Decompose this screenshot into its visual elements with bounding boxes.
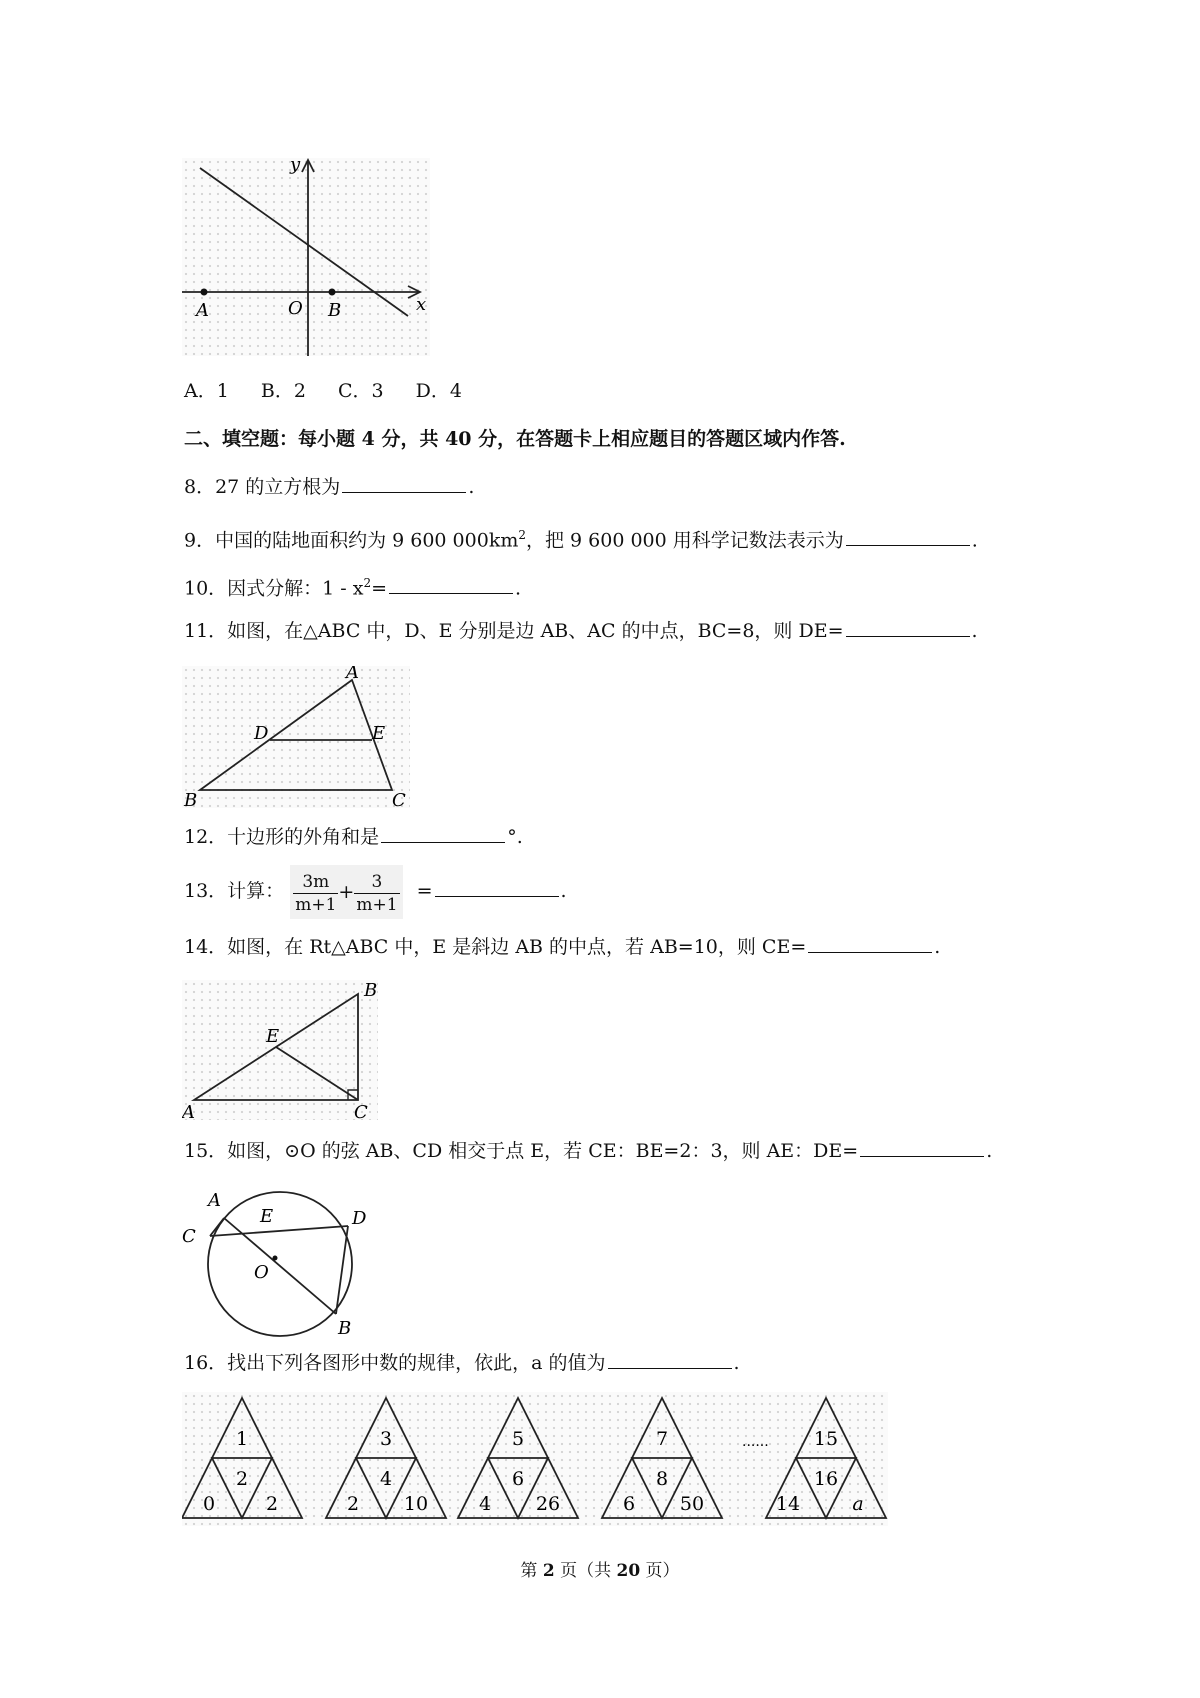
segment-ac bbox=[210, 1218, 224, 1236]
q11-text: 11．如图，在△ABC 中，D、E 分别是边 AB、AC 的中点，BC=8，则 DE= bbox=[184, 620, 844, 642]
triangle-3 bbox=[458, 1398, 578, 1518]
q16-figure-svg bbox=[182, 1392, 888, 1526]
label-c: C bbox=[354, 1102, 368, 1120]
q12-post: °. bbox=[507, 826, 523, 848]
triangle-1-right: 2 bbox=[265, 1493, 279, 1515]
plus-sign: + bbox=[338, 881, 355, 903]
q12 bbox=[184, 824, 523, 850]
q15-blank bbox=[860, 1138, 984, 1157]
choice-b: B．2 bbox=[260, 380, 306, 402]
q8-blank bbox=[342, 474, 466, 493]
q9 bbox=[184, 522, 978, 553]
q15-post: . bbox=[986, 1140, 993, 1162]
q12-text: 12．十边形的外角和是 bbox=[184, 826, 380, 848]
q13-text: 13．计算： bbox=[184, 880, 285, 902]
label-b: B bbox=[184, 790, 198, 808]
choice-a: A．1 bbox=[184, 380, 229, 402]
triangle-5-left: 14 bbox=[775, 1493, 801, 1515]
triangle-3-top: 5 bbox=[511, 1428, 525, 1450]
triangle-2-right: 10 bbox=[403, 1493, 429, 1515]
q7-figure bbox=[182, 158, 430, 356]
footer-total-pages: 20 bbox=[616, 1561, 641, 1581]
q14-post: . bbox=[934, 936, 941, 958]
triangle-3-mid: 6 bbox=[511, 1468, 525, 1490]
triangle-5-right: a bbox=[852, 1493, 864, 1515]
q16-figure bbox=[182, 1392, 888, 1526]
chord-cd bbox=[210, 1226, 348, 1236]
label-a: A bbox=[182, 1102, 195, 1120]
q15-text: 15．如图，⊙O 的弦 AB、CD 相交于点 E，若 CE：BE=2：3，则 AE：DE= bbox=[184, 1140, 859, 1162]
q16-post: . bbox=[733, 1352, 740, 1374]
q11-figure-svg bbox=[182, 666, 410, 808]
section2-heading: 二、填空题：每小题 4 分，共 40 分，在答题卡上相应题目的答题区域内作答. bbox=[184, 428, 846, 450]
q16-text: 16．找出下列各图形中数的规律，依此，a 的值为 bbox=[184, 1352, 606, 1374]
q11-blank bbox=[846, 618, 970, 637]
q14-text: 14．如图，在 Rt△ABC 中，E 是斜边 AB 的中点，若 AB=10，则 CE= bbox=[184, 936, 807, 958]
triangle-4 bbox=[602, 1398, 722, 1518]
q9-sup: 2 bbox=[518, 528, 526, 542]
footer-mid: 页（共 bbox=[554, 1561, 617, 1581]
q10 bbox=[184, 570, 521, 601]
fraction-2-den: m+1 bbox=[356, 894, 398, 915]
triangle-1-left: 0 bbox=[202, 1493, 216, 1515]
q12-blank bbox=[381, 824, 505, 843]
footer-post: 页） bbox=[640, 1561, 680, 1581]
q10-text: 10．因式分解：1 - x bbox=[184, 577, 364, 600]
graph-line bbox=[200, 168, 408, 316]
point-b bbox=[329, 289, 336, 296]
choice-c: C．3 bbox=[337, 380, 384, 402]
label-b: B bbox=[328, 300, 342, 321]
footer-pre: 第 bbox=[520, 1561, 543, 1581]
q9-mid: ，把 9 600 000 用科学记数法表示为 bbox=[526, 529, 844, 552]
fraction-1-den: m+1 bbox=[295, 894, 337, 915]
q13-blank bbox=[435, 878, 559, 897]
q11-post: . bbox=[971, 620, 978, 642]
fraction-1 bbox=[293, 871, 338, 916]
ellipsis: ...... bbox=[742, 1434, 769, 1450]
q14-figure bbox=[182, 980, 378, 1120]
q16 bbox=[184, 1350, 740, 1376]
fraction-2-num: 3 bbox=[354, 871, 399, 894]
q8-post: . bbox=[468, 476, 475, 498]
label-e: E bbox=[266, 1026, 280, 1047]
q13 bbox=[184, 864, 567, 919]
triangle-5-mid: 16 bbox=[813, 1468, 839, 1490]
triangle-1 bbox=[182, 1398, 302, 1518]
segment-ce bbox=[276, 1047, 358, 1100]
label-d: D bbox=[352, 1208, 367, 1229]
q10-sup: 2 bbox=[363, 576, 372, 590]
label-e: E bbox=[260, 1206, 274, 1227]
label-e: E bbox=[372, 723, 386, 744]
q15-figure bbox=[180, 1176, 376, 1338]
q10-mid: = bbox=[371, 577, 388, 600]
triangle-2-left: 2 bbox=[346, 1493, 360, 1515]
q9-text: 9．中国的陆地面积约为 9 600 000km bbox=[184, 529, 519, 552]
q14-figure-svg bbox=[182, 980, 378, 1120]
triangle-4-left: 6 bbox=[622, 1493, 636, 1515]
q9-post: . bbox=[971, 529, 978, 552]
footer-page-number: 2 bbox=[542, 1561, 555, 1581]
q7-choices bbox=[184, 378, 488, 404]
label-c: C bbox=[392, 790, 406, 808]
triangle-2-mid: 4 bbox=[379, 1468, 393, 1490]
q13-eq: = bbox=[416, 880, 433, 902]
circle-o bbox=[208, 1192, 352, 1336]
fraction-1-num: 3m bbox=[293, 871, 338, 894]
q15-figure-svg bbox=[180, 1176, 376, 1338]
chord-ab bbox=[224, 1218, 336, 1314]
label-o: O bbox=[254, 1262, 269, 1283]
q13-expression bbox=[290, 865, 402, 919]
triangle-5-top: 15 bbox=[813, 1428, 839, 1450]
triangle-abc bbox=[200, 680, 392, 790]
triangle-2 bbox=[326, 1398, 446, 1518]
q8-text: 8．27 的立方根为 bbox=[184, 476, 341, 498]
triangle-1-mid: 2 bbox=[235, 1468, 249, 1490]
label-x: x bbox=[416, 294, 427, 315]
page-footer bbox=[0, 1556, 1200, 1581]
choice-d: D．4 bbox=[415, 380, 462, 402]
label-b: B bbox=[364, 980, 378, 1001]
label-o: O bbox=[288, 298, 303, 319]
label-d: D bbox=[254, 723, 269, 744]
point-a bbox=[201, 289, 208, 296]
q13-post: . bbox=[560, 880, 567, 902]
triangle-5 bbox=[766, 1398, 886, 1518]
q16-blank bbox=[608, 1350, 732, 1369]
q11 bbox=[184, 618, 978, 644]
triangle-4-top: 7 bbox=[655, 1428, 669, 1450]
q9-blank bbox=[846, 527, 970, 546]
fraction-2 bbox=[354, 871, 399, 916]
q14-blank bbox=[808, 934, 932, 953]
label-a: A bbox=[208, 1190, 221, 1211]
triangle-2-top: 3 bbox=[379, 1428, 393, 1450]
q11-figure bbox=[182, 666, 410, 808]
triangle-3-left: 4 bbox=[478, 1493, 492, 1515]
label-c: C bbox=[182, 1226, 196, 1247]
q14 bbox=[184, 934, 940, 960]
q7-figure-svg bbox=[182, 158, 430, 356]
q10-post: . bbox=[515, 577, 522, 600]
q10-blank bbox=[389, 575, 513, 594]
center-o bbox=[273, 1256, 278, 1261]
triangle-4-mid: 8 bbox=[655, 1468, 669, 1490]
label-b: B bbox=[338, 1318, 352, 1338]
triangle-1-top: 1 bbox=[235, 1428, 249, 1450]
label-a: A bbox=[196, 300, 209, 321]
q15 bbox=[184, 1138, 992, 1164]
label-y: y bbox=[290, 158, 301, 175]
label-a: A bbox=[346, 666, 359, 683]
triangle-3-right: 26 bbox=[535, 1493, 561, 1515]
triangle-4-right: 50 bbox=[679, 1493, 705, 1515]
q8 bbox=[184, 474, 474, 500]
